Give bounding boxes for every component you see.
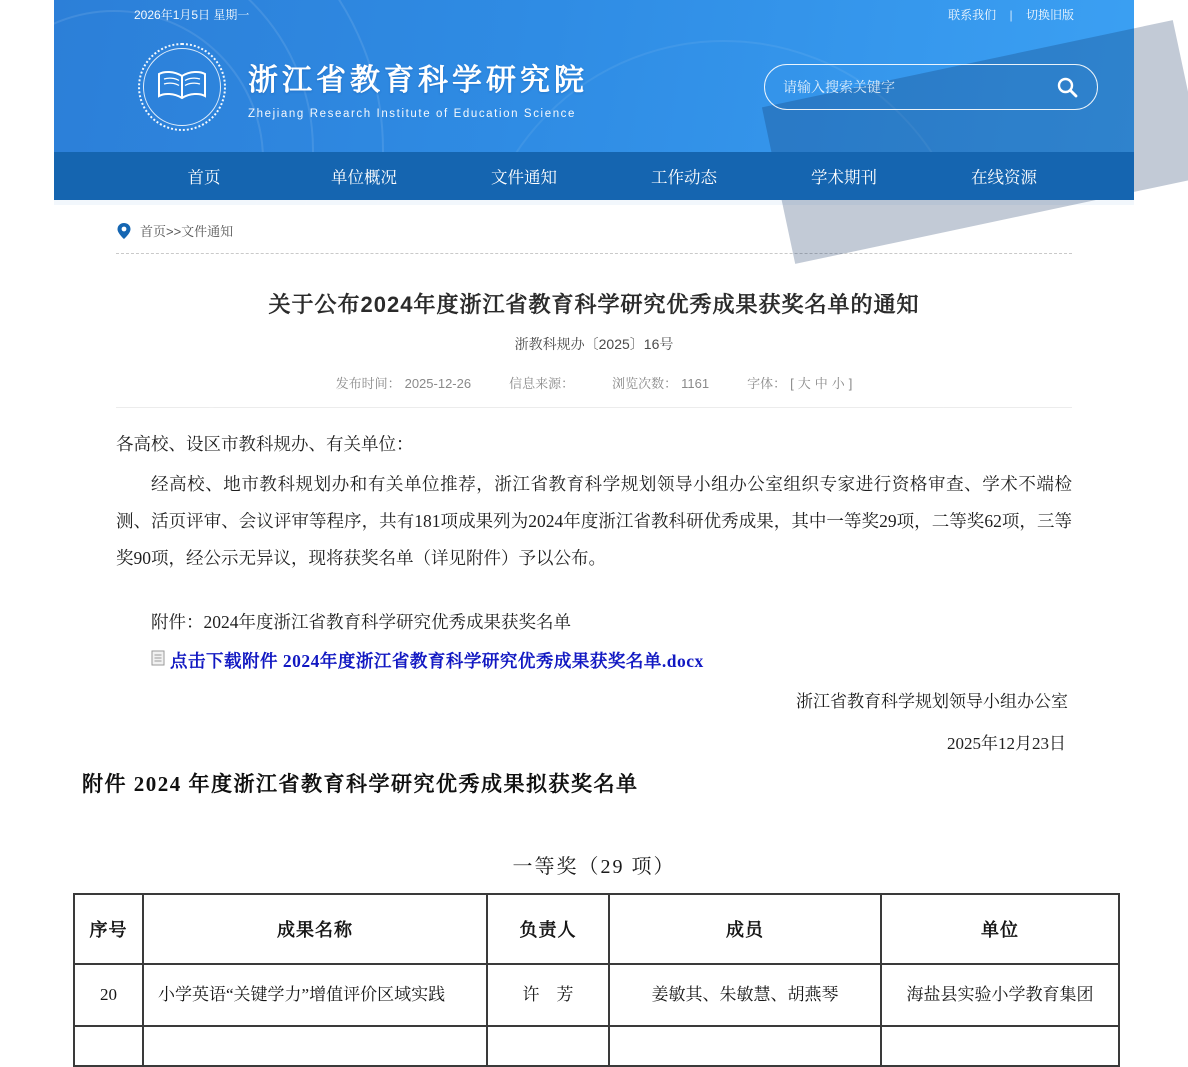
table-header-row — [74, 894, 1119, 964]
font-size-large[interactable]: 大 — [797, 376, 811, 391]
first-prize-section-title: 一等奖（29 项） — [512, 856, 676, 879]
switch-old-version-link[interactable]: 切换旧版 — [1025, 7, 1074, 22]
attachment-download-link[interactable]: 点击下载附件 2024年度浙江省教育科学研究优秀成果获奖名单.docx — [170, 651, 704, 672]
open-book-icon — [143, 48, 221, 126]
table-row — [74, 964, 1119, 1026]
utility-bar — [54, 0, 1134, 28]
view-count-label: 浏览次数： — [612, 376, 678, 391]
article-title: 关于公布2024年度浙江省教育科学研究优秀成果获奖名单的通知 — [268, 292, 920, 317]
contact-us-link[interactable]: 联系我们 — [948, 7, 997, 22]
site-title: 浙江省教育科学研究院 — [248, 63, 588, 97]
cell-leader: 许 芳 — [487, 964, 609, 1026]
cell-seq: 20 — [74, 964, 143, 1026]
col-header-members: 成员 — [609, 894, 881, 964]
breadcrumb-path[interactable]: 首页>>文件通知 — [140, 224, 234, 239]
col-header-leader: 负责人 — [487, 894, 609, 964]
signoff-organization: 浙江省教育科学规划领导小组办公室 — [796, 692, 1068, 712]
attachment-download-row — [116, 648, 1072, 673]
nav-item-online-resources[interactable]: 在线资源 — [971, 169, 1037, 187]
publish-time-label: 发布时间： — [335, 376, 401, 391]
cell-achievement-name — [143, 1026, 487, 1066]
notice-paragraph: 经高校、地市教科规划办和有关单位推荐，浙江省教育科学规划领导小组办公室组织专家进行资格审查、学术不端检测、活页评审、会议评审等程序，共有181项成果列为2024年度浙江省教科研优秀成果，其中一等奖29项，二等奖62项，三等奖90项，经公示无异议，现将获奖名单（详见附件）予以公布。 — [116, 474, 1072, 569]
current-date: 2026年1月5日 星期一 — [134, 7, 250, 22]
cell-leader — [487, 1026, 609, 1066]
attachment-line: 附件：2024年度浙江省教育科学研究优秀成果获奖名单 — [151, 612, 571, 633]
font-size-medium[interactable]: 中 — [814, 376, 828, 391]
cell-unit — [881, 1026, 1119, 1066]
attachment-doc-icon — [151, 650, 165, 671]
cell-members — [609, 1026, 881, 1066]
masthead — [54, 28, 1134, 152]
publish-time — [334, 373, 474, 392]
cell-unit: 海盐县实验小学教育集团 — [881, 964, 1119, 1026]
info-source-label: 信息来源： — [509, 376, 575, 391]
search-icon[interactable] — [1055, 75, 1079, 99]
font-size-bracket-close: ] — [848, 376, 853, 391]
site-subtitle: Zhejiang Research Institute of Education Science — [248, 107, 577, 120]
primary-nav — [54, 152, 1134, 200]
col-header-unit: 单位 — [881, 894, 1119, 964]
site-header — [54, 0, 1134, 152]
signoff-date: 2025年12月23日 — [947, 734, 1066, 754]
search-input[interactable] — [783, 79, 1055, 95]
nav-item-notices[interactable]: 文件通知 — [491, 169, 557, 187]
publish-time-value: 2025-12-26 — [404, 376, 472, 391]
font-size-small[interactable]: 小 — [831, 376, 845, 391]
view-count-value: 1161 — [681, 376, 710, 391]
institute-seal-logo — [138, 43, 226, 131]
salutation: 各高校、设区市教科规办、有关单位： — [116, 434, 414, 454]
site-identity — [248, 55, 588, 120]
font-size-label: 字体： — [747, 376, 787, 391]
document-number: 浙教科规办〔2025〕16号 — [514, 336, 674, 352]
page — [54, 0, 1134, 1005]
col-header-seq: 序号 — [74, 894, 143, 964]
nav-item-about[interactable]: 单位概况 — [331, 169, 397, 187]
cell-members: 姜敏其、朱敏慧、胡燕琴 — [609, 964, 881, 1026]
nav-item-home[interactable]: 首页 — [187, 169, 221, 187]
col-header-achievement: 成果名称 — [143, 894, 487, 964]
font-size-bracket-open: [ — [790, 376, 794, 391]
nav-item-news[interactable]: 工作动态 — [651, 169, 717, 187]
site-search — [764, 64, 1098, 110]
table-row-clipped — [74, 1026, 1119, 1066]
cell-achievement-name: 小学英语“关键学力”增值评价区域实践 — [143, 964, 487, 1026]
utility-links — [948, 6, 1074, 23]
nav-item-journals[interactable]: 学术期刊 — [811, 169, 877, 187]
awards-table — [73, 893, 1120, 1067]
utility-separator: | — [1009, 7, 1013, 22]
cell-seq — [74, 1026, 143, 1066]
appendix-heading: 附件 2024 年度浙江省教育科学研究优秀成果拟获奖名单 — [82, 772, 639, 797]
